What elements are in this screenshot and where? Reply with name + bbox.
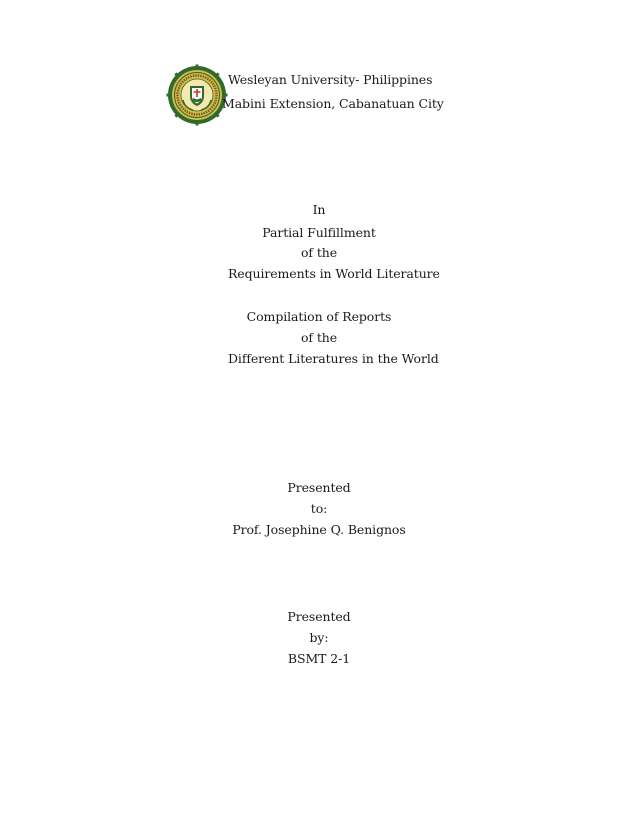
fulfillment-in: In [312, 202, 326, 217]
fulfillment-requirements: Requirements in World Literature [228, 266, 440, 281]
fulfillment-of-the: of the [301, 245, 337, 260]
compilation-title: Compilation of Reports [246, 309, 392, 324]
presented-to-name: Prof. Josephine Q. Benignos [232, 522, 406, 537]
university-seal-icon [166, 64, 228, 126]
compilation-subject: Different Literatures in the World [228, 351, 439, 366]
compilation-of-the: of the [301, 330, 337, 345]
institution-name: Wesleyan University- Philippines [228, 72, 433, 87]
institution-address: Mabini Extension, Cabanatuan City [222, 96, 444, 111]
presented-by-name: BSMT 2-1 [287, 651, 351, 666]
fulfillment-partial: Partial Fulfillment [262, 225, 376, 240]
presented-to-label: Presented [287, 480, 351, 495]
presented-by-word: by: [309, 630, 329, 645]
presented-by-label: Presented [287, 609, 351, 624]
presented-to-word: to: [310, 501, 328, 516]
